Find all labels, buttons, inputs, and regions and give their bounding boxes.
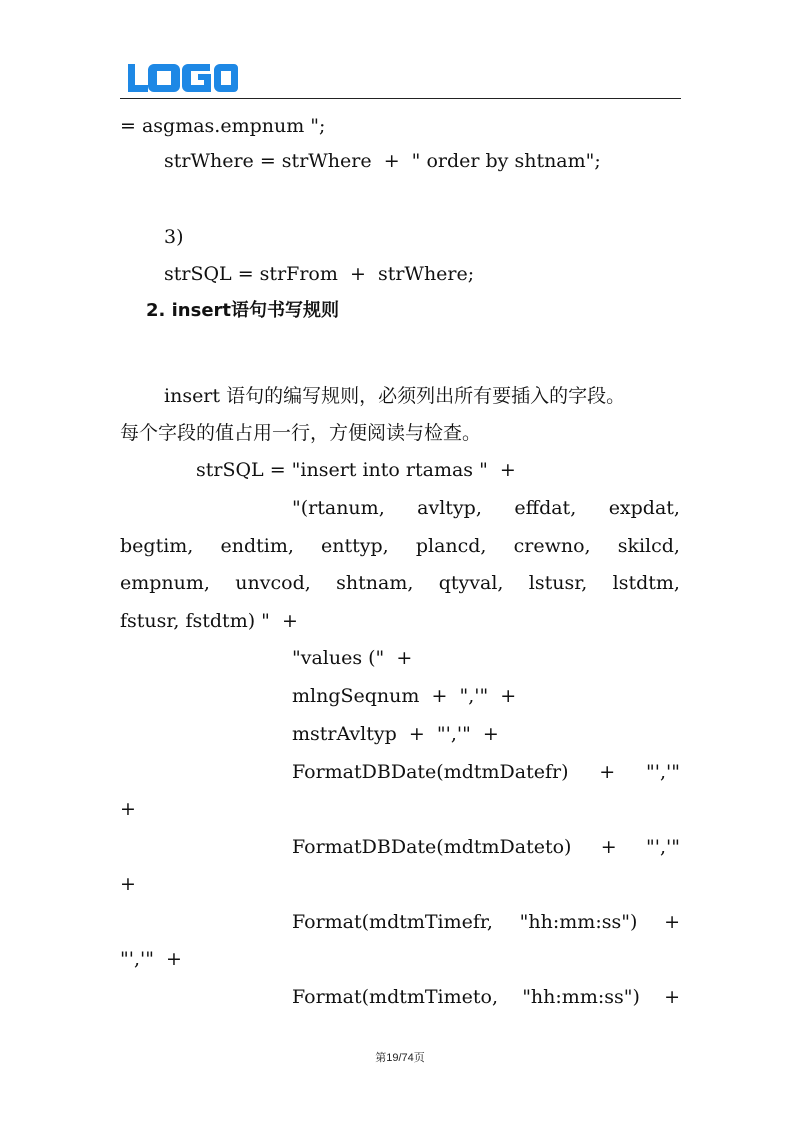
code-line: fstusr, fstdtm) " + — [120, 610, 298, 632]
header-rule — [120, 98, 681, 99]
code-line — [292, 910, 680, 934]
code-token: "hh:mm:ss") — [519, 911, 638, 933]
code-line — [292, 496, 680, 520]
code-line: mstrAvltyp + "','" + — [292, 723, 499, 745]
code-line: strSQL = "insert into rtamas " + — [196, 459, 516, 481]
code-token: qtyval, — [438, 572, 504, 594]
code-line: "','" + — [120, 948, 182, 970]
code-line: + — [120, 873, 136, 895]
code-line: 3) — [164, 226, 184, 248]
code-line: strSQL = strFrom + strWhere; — [164, 263, 475, 285]
code-line — [120, 571, 680, 595]
paragraph-line: 每个字段的值占用一行，方便阅读与检查。 — [120, 422, 482, 444]
code-token: Format(mdtmTimeto, — [292, 986, 499, 1008]
code-token: "hh:mm:ss") — [522, 986, 640, 1008]
code-token: + — [664, 986, 680, 1008]
code-token: Format(mdtmTimefr, — [292, 911, 493, 933]
code-token: unvcod, — [235, 572, 311, 594]
code-token: enttyp, — [321, 535, 389, 557]
code-token: + — [599, 761, 616, 783]
code-line — [292, 985, 680, 1009]
code-token: lstusr, — [528, 572, 588, 594]
logo — [128, 62, 238, 96]
paragraph-line: insert 语句的编写规则，必须列出所有要插入的字段。 — [164, 385, 626, 407]
page-number: 第19/74页 — [375, 1052, 425, 1064]
code-token: avltyp, — [417, 497, 482, 519]
code-token: empnum, — [120, 572, 210, 594]
code-token: crewno, — [513, 535, 591, 557]
code-line: + — [120, 798, 136, 820]
code-line — [120, 534, 680, 558]
section-heading: 2. insert语句书写规则 — [146, 300, 340, 321]
code-token: "','" — [646, 761, 680, 783]
code-token: shtnam, — [336, 572, 414, 594]
code-line — [292, 835, 680, 859]
code-token: begtim, — [120, 535, 194, 557]
code-token: expdat, — [608, 497, 680, 519]
code-token: "(rtanum, — [292, 497, 385, 519]
code-token: lstdtm, — [612, 572, 680, 594]
logo-graphic — [128, 62, 238, 96]
code-line — [292, 760, 680, 784]
code-token: plancd, — [415, 535, 487, 557]
code-line: strWhere = strWhere + " order by shtnam"; — [164, 150, 601, 172]
code-line: = asgmas.empnum "; — [120, 115, 326, 137]
code-token: "','" — [646, 836, 680, 858]
code-token: + — [600, 836, 617, 858]
code-token: + — [664, 911, 680, 933]
code-token: FormatDBDate(mdtmDateto) — [292, 836, 572, 858]
code-token: FormatDBDate(mdtmDatefr) — [292, 761, 569, 783]
code-line: mlngSeqnum + ",'" + — [292, 685, 517, 707]
code-token: effdat, — [514, 497, 577, 519]
code-token: skilcd, — [617, 535, 680, 557]
code-line: "values (" + — [292, 647, 413, 669]
code-token: endtim, — [220, 535, 294, 557]
